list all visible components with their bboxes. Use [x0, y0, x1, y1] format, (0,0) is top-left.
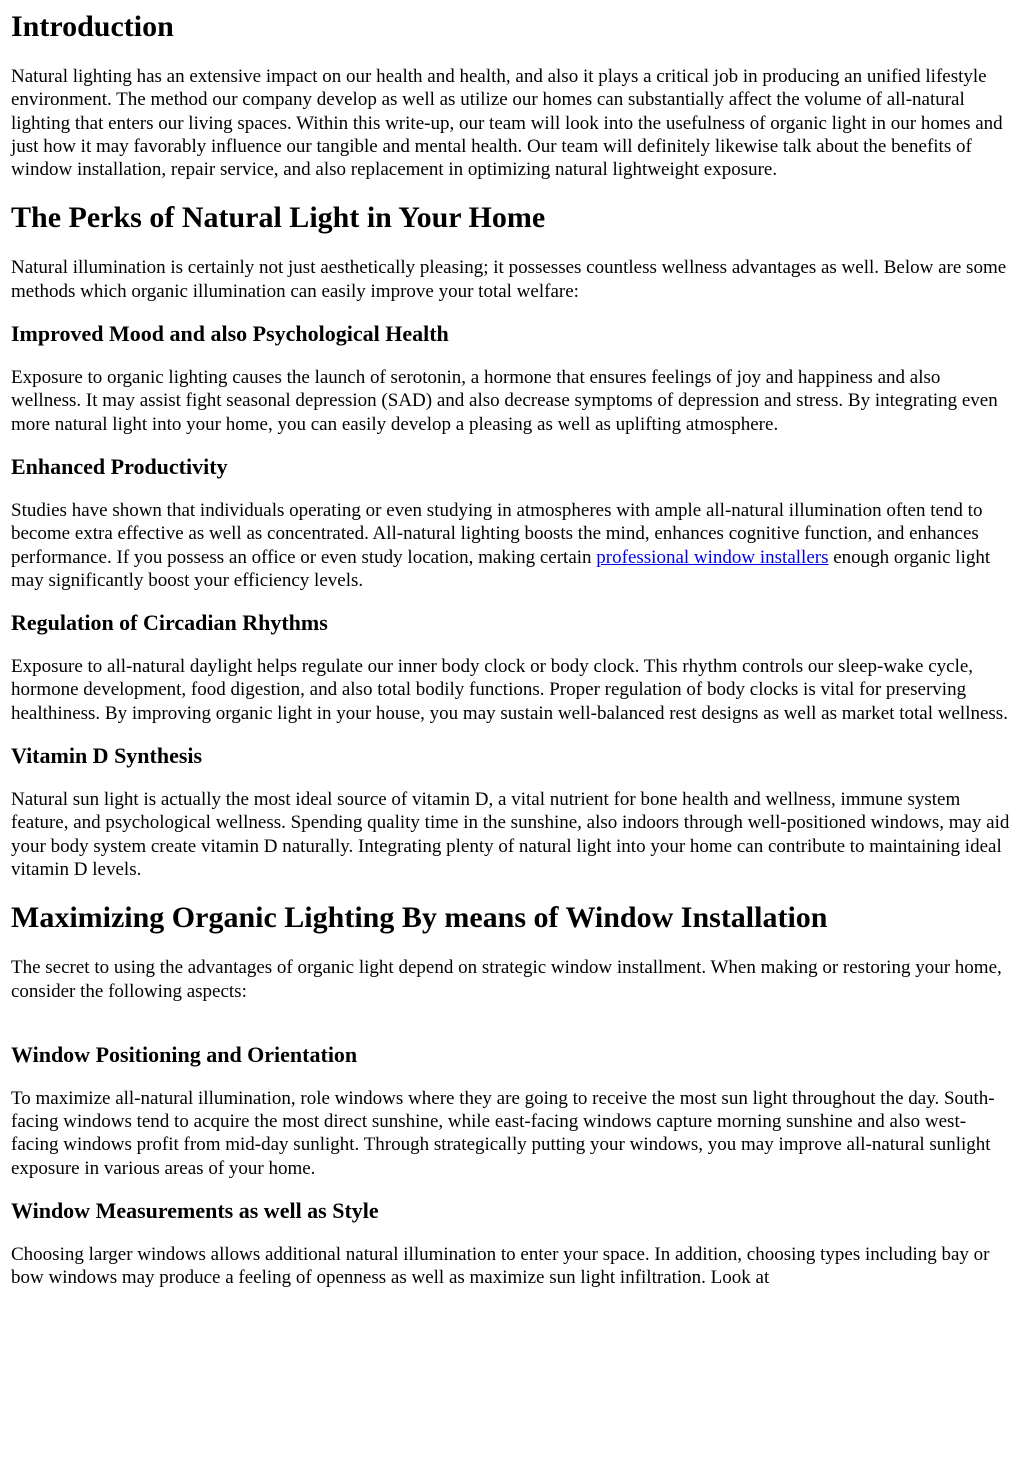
circadian-paragraph: Exposure to all-natural daylight helps regulate our inner body clock or body clock. This rhythm controls our sleep-wake cycle, hormone development, food digestion, and also total bodily functions. Proper regulation of body clocks is vital for preserving healthiness. By improving organic light in your house, you may sustain well-balanced rest designs as well as market total wellness.: [11, 656, 1008, 724]
perks-paragraph: Natural illumination is certainly not just aesthetically pleasing; it possesses countless wellness advantages as well. Below are some methods which organic illumination can easily improve your total welfare:: [11, 257, 1007, 302]
maximizing-paragraph: The secret to using the advantages of organic light depend on strategic window installment. When making or restoring your home, consider the following aspects:: [11, 957, 1002, 1002]
professional-window-installers-link[interactable]: professional window installers: [596, 546, 829, 568]
mood-heading: Improved Mood and also Psychological Health: [11, 321, 449, 347]
intro-paragraph: Natural lighting has an extensive impact on our health and health, and also it plays a critical job in producing an unified lifestyle environment. The method our company develop as well as utilize our homes can substantially affect the volume of all-natural lighting that enters our living spaces. Within this write-up, our team will look into the usefulness of organic light in our homes and just how it may favorably influence our tangible and mental health. Our team will definitely likewise talk about the benefits of window installation, repair service, and also replacement in optimizing natural lightweight exposure.: [11, 66, 1003, 181]
measurements-heading: Window Measurements as well as Style: [11, 1198, 379, 1224]
mood-paragraph: Exposure to organic lighting causes the launch of serotonin, a hormone that ensures feelings of joy and happiness and also wellness. It may assist fight seasonal depression (SAD) and also decrease symptoms of depression and stress. By integrating even more natural light into your home, you can easily develop a pleasing as well as uplifting atmosphere.: [11, 367, 998, 435]
circadian-heading: Regulation of Circadian Rhythms: [11, 610, 328, 636]
productivity-text-before: Studies have shown that individuals operating or even studying in atmospheres with ample all-natural illumination often tend to become extra effective as well as concentrated. All-natural lighting boosts the mind, enhances cognitive function, and enhances performance. If you possess an office or even study location, making certain: [11, 499, 983, 568]
maximizing-heading: Maximizing Organic Lighting By means of Window Installation: [11, 901, 828, 935]
productivity-heading: Enhanced Productivity: [11, 453, 228, 479]
vitamin-heading: Vitamin D Synthesis: [11, 743, 203, 769]
intro-heading: Introduction: [11, 10, 174, 43]
perks-heading: The Perks of Natural Light in Your Home: [11, 201, 546, 235]
positioning-heading: Window Positioning and Orientation: [11, 1041, 358, 1067]
measurements-paragraph: Choosing larger windows allows additional natural illumination to enter your space. In addition, choosing types including bay or bow windows may produce a feeling of openness as well as maximize sun light infiltration. Look at: [11, 1244, 990, 1289]
article-body: [0, 9, 1024, 1290]
productivity-paragraph: [11, 499, 1013, 592]
productivity-text-after: enough organic light may significantly boost your efficiency levels.: [11, 546, 991, 591]
positioning-paragraph: To maximize all-natural illumination, role windows where they are going to receive the most sun light throughout the day. South-facing windows tend to acquire the most direct sunshine, while east-facing windows capture morning sunshine and also west-facing windows profit from mid-day sunlight. Through strategically putting your windows, you may improve all-natural sunlight exposure in various areas of your home.: [11, 1087, 995, 1179]
vitamin-paragraph: Natural sun light is actually the most ideal source of vitamin D, a vital nutrient for bone health and wellness, immune system feature, and psychological wellness. Spending quality time in the sunshine, also indoors through well-positioned windows, may aid your body system create vitamin D naturally. Integrating plenty of natural light into your home can contribute to maintaining ideal vitamin D levels.: [11, 789, 1010, 880]
